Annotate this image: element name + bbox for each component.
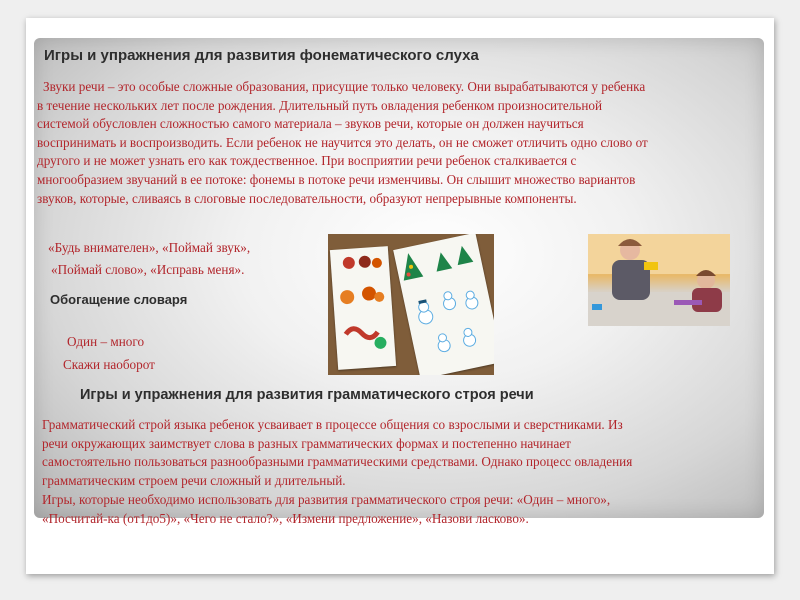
vocab-item: Скажи наоборот — [63, 357, 155, 372]
children-scene — [588, 234, 730, 326]
intro-line: другого и не может узнать его как тождественное. При восприятии речи ребенок сталкивается с — [37, 153, 577, 169]
grammar-games-paragraph — [42, 491, 772, 528]
photo-picture-cards — [328, 234, 494, 375]
games-list-line: «Поймай слово», «Исправь меня». — [51, 262, 245, 277]
photo-children-playing — [588, 234, 730, 326]
grammar-line: Грамматический строй языка ребенок усваивает в процессе общения со взрослыми и сверстниками. Из — [42, 417, 623, 432]
fruit-pictures — [330, 246, 396, 370]
intro-line: многообразием звучаний в ее потоке: фонемы в потоке речи изменчивы. Он слышит множество вариантов — [37, 171, 636, 187]
card-sheet-right — [393, 234, 494, 375]
vocab-heading: Обогащение словаря — [50, 292, 188, 307]
card-sheet-left — [330, 246, 396, 370]
intro-line: в течение нескольких лет после рождения. Длительный путь овладения ребенком произносительной — [37, 97, 603, 113]
intro-line: Звуки речи – это особые сложные образования, присущие только человеку. Они вырабатываются у ребенка — [43, 79, 646, 94]
intro-line: системой обусловлен сложностью самого материала – звуков речи, которые он должен научиться — [37, 116, 584, 132]
games-list-line: «Будь внимателен», «Поймай звук», — [48, 240, 251, 255]
page-title: Игры и упражнения для развития фонематического слуха — [44, 47, 479, 64]
intro-line: звуков, которые, сливаясь в слоговые последовательности, образуют непрерывные компоненты. — [37, 190, 577, 206]
tree-snowman-pictures — [393, 234, 494, 375]
grammar-paragraph — [42, 416, 772, 490]
intro-line: воспринимать и воспроизводить. Если ребенок не научится это делать, он не сможет отличить одно слово от — [37, 134, 648, 150]
grammar-line: речи окружающих заимствует слова в разных грамматических формах и постепенно начинает — [42, 435, 571, 451]
grammar-games-line: «Посчитай-ка (от1до5)», «Чего не стало?», «Измени предложение», «Назови ласково». — [42, 510, 529, 526]
grammar-games-line: Игры, которые необходимо использовать для развития грамматического строя речи: «Один – много», — [42, 492, 611, 507]
grammar-line: самостоятельно пользоваться разнообразными грамматическими средствами. Однако процесс овладения — [42, 454, 633, 470]
grammar-heading: Игры и упражнения для развития грамматического строя речи — [80, 387, 534, 403]
grammar-line: грамматическим строем речи сложный и длительный. — [42, 472, 346, 488]
intro-paragraph — [37, 78, 777, 208]
vocab-item: Один – много — [67, 334, 145, 349]
